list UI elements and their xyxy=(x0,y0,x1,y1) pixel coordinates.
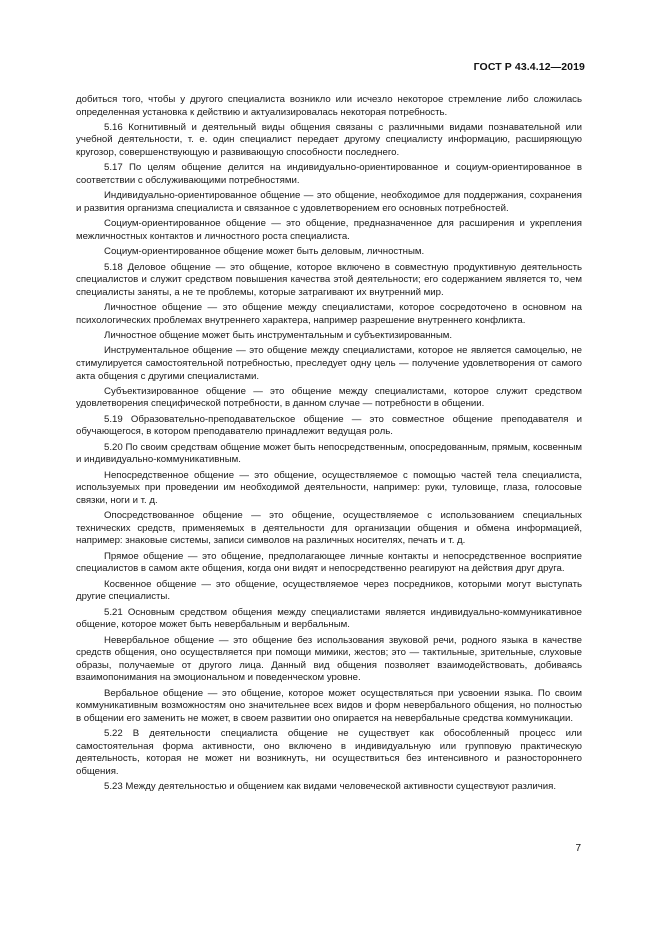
paragraph-5-17: 5.17 По целям общение делится на индивидуально-ориентированное и социум-ориентированное в соответствии с обслуживающими потребностями. xyxy=(76,162,582,186)
paragraph-subjectized: Субъектизированное общение — это общение между специалистами, которое служит средством удовлетворения специфической потребности, в данном случае — потребности в общении. xyxy=(76,385,582,410)
paragraph-direct: Прямое общение — это общение, предполагающее личные контакты и непосредственное восприятие специалистов в самом акте общения, когда они видят и непосредственно реагируют на действия друг друга. xyxy=(76,550,582,575)
paragraph-individual-oriented: Индивидуально-ориентированное общение — это общение, необходимое для поддержания, сохранения и развития организма специалиста и связанное с удовлетворением его основных потребностей. xyxy=(76,190,582,214)
paragraph-socium-oriented: Социум-ориентированное общение — это общение, предназначенное для расширения и укрепления межличностных контактов и личностного роста специалиста. xyxy=(76,218,582,242)
standard-code-header: ГОСТ Р 43.4.12—2019 xyxy=(473,61,585,73)
paragraph-socium-types: Социум-ориентированное общение может быть деловым, личностным. xyxy=(104,246,425,258)
paragraph-nonverbal: Невербальное общение — это общение без использования звуковой речи, родного языка в качестве средств общения, оно осуществляется при помощи мимики, жестов; это — тактильные, зрительные, слуховые образы, получаемые от другого лица. Данный вид общения позволяет взаимодействовать, добиваясь взаимопонимания на эмоциональном и поведенческом уровне. xyxy=(76,634,582,684)
paragraph-verbal: Вербальное общение — это общение, которое может осуществляться при усвоении языка. По своим коммуникативным возможностям оно значительнее всех видов и форм невербального общения, но полностью в общении его заменить не может, в своем развитии оно опирается на невербальные средства коммуникации. xyxy=(76,687,582,724)
page-number: 7 xyxy=(575,843,581,854)
paragraph-indirect: Косвенное общение — это общение, осуществляемое через посредников, которыми могут выступать другие специалисты. xyxy=(76,578,582,603)
paragraph-5-18: 5.18 Деловое общение — это общение, которое включено в совместную продуктивную деятельность специалистов и служит средством повышения качества этой деятельности; его содержанием является то, чем специалисты заняты, а не те проблемы, которые затрагивают их внутренний мир. xyxy=(76,261,582,298)
paragraph-5-22: 5.22 В деятельности специалиста общение не существует как обособленный процесс или самостоятельная форма активности, оно включено в индивидуальную или групповую практическую деятельность, которая не может ни возникнуть, ни осуществиться без интенсивного и разностороннего общения. xyxy=(76,728,582,777)
paragraph-5-21: 5.21 Основным средством общения между специалистами является индивидуально-коммуникативное общение, которое может быть невербальным и вербальным. xyxy=(76,606,582,631)
paragraph-continuation: добиться того, чтобы у другого специалиста возникло или исчезло некоторое стремление либо сложилась определенная установка к действию и актуализировалась некоторая потребность. xyxy=(76,94,582,118)
document-body xyxy=(76,94,582,796)
paragraph-5-16: 5.16 Когнитивный и деятельный виды общения связаны с различными видами познавательной или учебной деятельности, т. е. один специалист передает другому специалисту информацию, расширяющую кругозор, совершенствующую и развивающую способности последнего. xyxy=(76,121,582,159)
paragraph-5-23: 5.23 Между деятельностью и общением как видами человеческой активности существуют различия. xyxy=(104,781,557,793)
paragraph-personal: Личностное общение — это общение между специалистами, которое сосредоточено в основном на психологических проблемах внутреннего характера, например разрешение внутреннего конфликта. xyxy=(76,302,582,326)
paragraph-personal-types: Личностное общение может быть инструментальным и субъектизированным. xyxy=(104,330,453,342)
paragraph-direct-immediate: Непосредственное общение — это общение, осуществляемое с помощью частей тела специалиста, используемых при проведении им необходимой деятельности, например: руки, туловище, глаза, голосовые связки, ноги и т. д. xyxy=(76,469,582,506)
paragraph-instrumental: Инструментальное общение — это общение между специалистами, которое не является самоцелью, не стимулируется самостоятельной потребностью, преследует одну цель — получение удовлетворения от самого акта общения с другими специалистами. xyxy=(76,345,582,382)
paragraph-5-20: 5.20 По своим средствам общение может быть непосредственным, опосредованным, прямым, косвенным и индивидуально-коммуникативным. xyxy=(76,441,582,466)
paragraph-5-19: 5.19 Образовательно-преподавательское общение — это совместное общение преподавателя и обучающегося, в котором преподавателю принадлежит ведущая роль. xyxy=(76,413,582,438)
paragraph-mediated: Опосредствованное общение — это общение, осуществляемое с использованием специальных технических средств, применяемых в деятельности для организации общения и обмена информацией, например: знаковые системы, записи символов на различных носителях, печать и т. д. xyxy=(76,510,582,547)
